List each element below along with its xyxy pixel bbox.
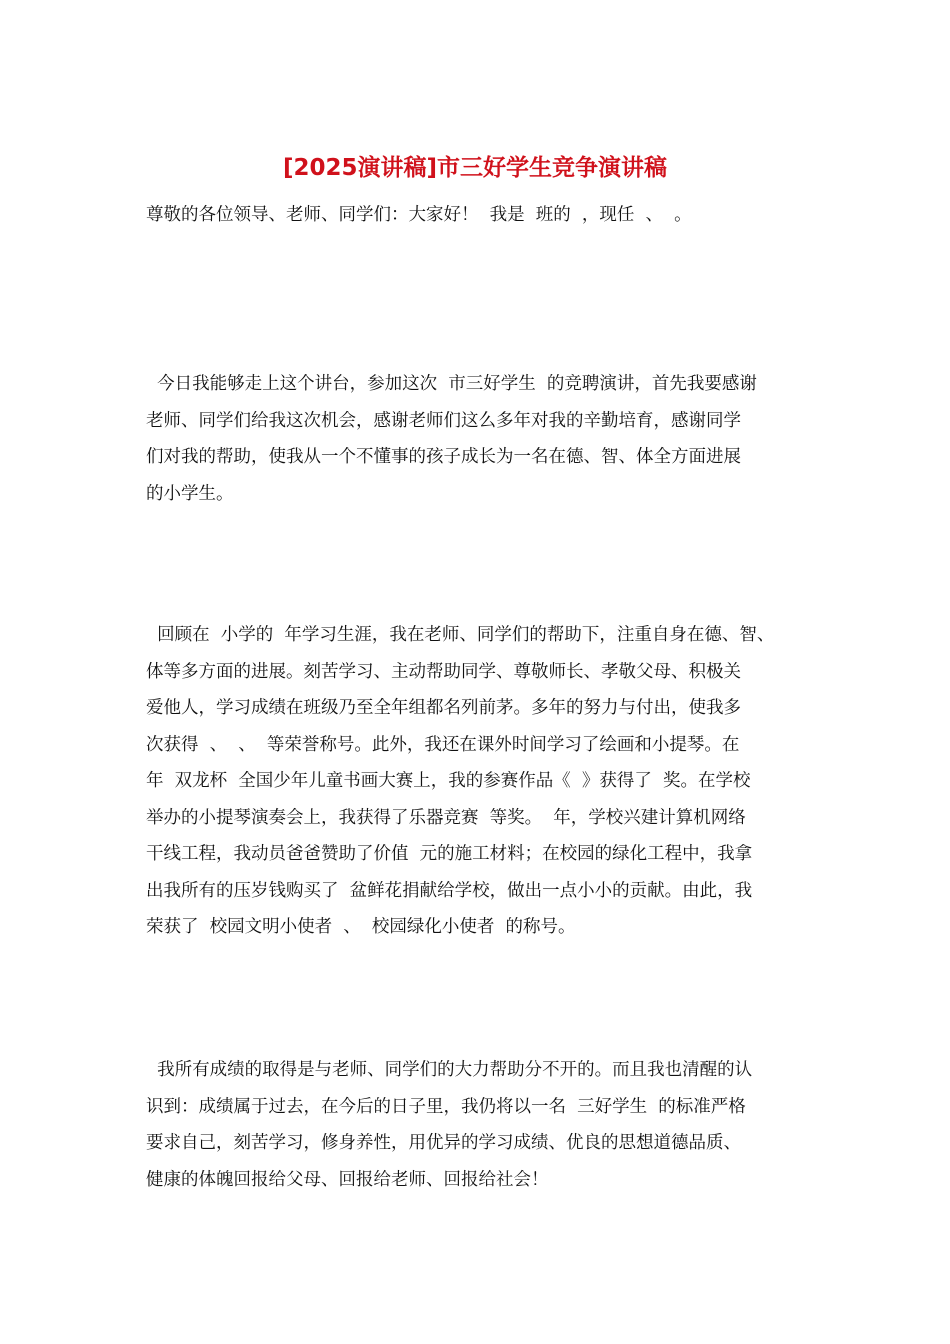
paragraph-line: 出我所有的压岁钱购买了 盆鲜花捐献给学校，做出一点小小的贡献。由此，我 (146, 880, 753, 901)
paragraph-line: 们对我的帮助，使我从一个不懂事的孩子成长为一名在德、智、体全方面进展 (146, 447, 741, 467)
paragraph-achievements (146, 617, 826, 946)
paragraph-line: 健康的体魄回报给父母、回报给老师、回报给社会！ (146, 1169, 549, 1190)
document-title: [2025演讲稿]市三好学生竞争演讲稿 (282, 155, 668, 181)
paragraph-line: 举办的小提琴演奏会上，我获得了乐器竞赛 等奖。 年，学校兴建计算机网络 (146, 807, 746, 828)
paragraph-intro (146, 366, 826, 512)
paragraph-line: 年 双龙杯 全国少年儿童书画大赛上，我的参赛作品《 》获得了 奖。在学校 (146, 771, 751, 791)
paragraph-line: 次获得 、 、 等荣誉称号。此外，我还在课外时间学习了绘画和小提琴。在 (146, 734, 740, 755)
paragraph-line: 干线工程，我动员爸爸赞助了价值 元的施工材料；在校园的绿化工程中，我拿 (146, 844, 753, 864)
paragraph-line: 体等多方面的进展。刻苦学习、主动帮助同学、尊敬师长、孝敬父母、积极关 (146, 661, 741, 682)
paragraph-line: 荣获了 校园文明小使者 、 校园绿化小使者 的称号。 (146, 917, 576, 937)
paragraph-line: 识到：成绩属于过去，在今后的日子里，我仍将以一名 三好学生 的标准严格 (146, 1096, 746, 1117)
paragraph-line: 爱他人，学习成绩在班级乃至全年组都名列前茅。多年的努力与付出，使我多 (146, 698, 741, 718)
greeting-line: 尊敬的各位领导、老师、同学们：大家好！ 我是 班的 ，现任 、 。 (146, 205, 692, 225)
paragraph-line: 回顾在 小学的 年学习生涯，我在老师、同学们的帮助下，注重自身在德、智、 (146, 625, 775, 645)
paragraph-conclusion (146, 1052, 826, 1198)
paragraph-line: 我所有成绩的取得是与老师、同学们的大力帮助分不开的。而且我也清醒的认 (146, 1060, 753, 1080)
paragraph-line: 要求自己，刻苦学习，修身养性，用优异的学习成绩、优良的思想道德品质、 (146, 1133, 741, 1153)
paragraph-line: 的小学生。 (146, 483, 234, 504)
paragraph-line: 老师、同学们给我这次机会，感谢老师们这么多年对我的辛勤培育，感谢同学 (146, 410, 741, 431)
paragraph-line: 今日我能够走上这个讲台，参加这次 市三好学生 的竞聘演讲，首先我要感谢 (146, 374, 757, 394)
